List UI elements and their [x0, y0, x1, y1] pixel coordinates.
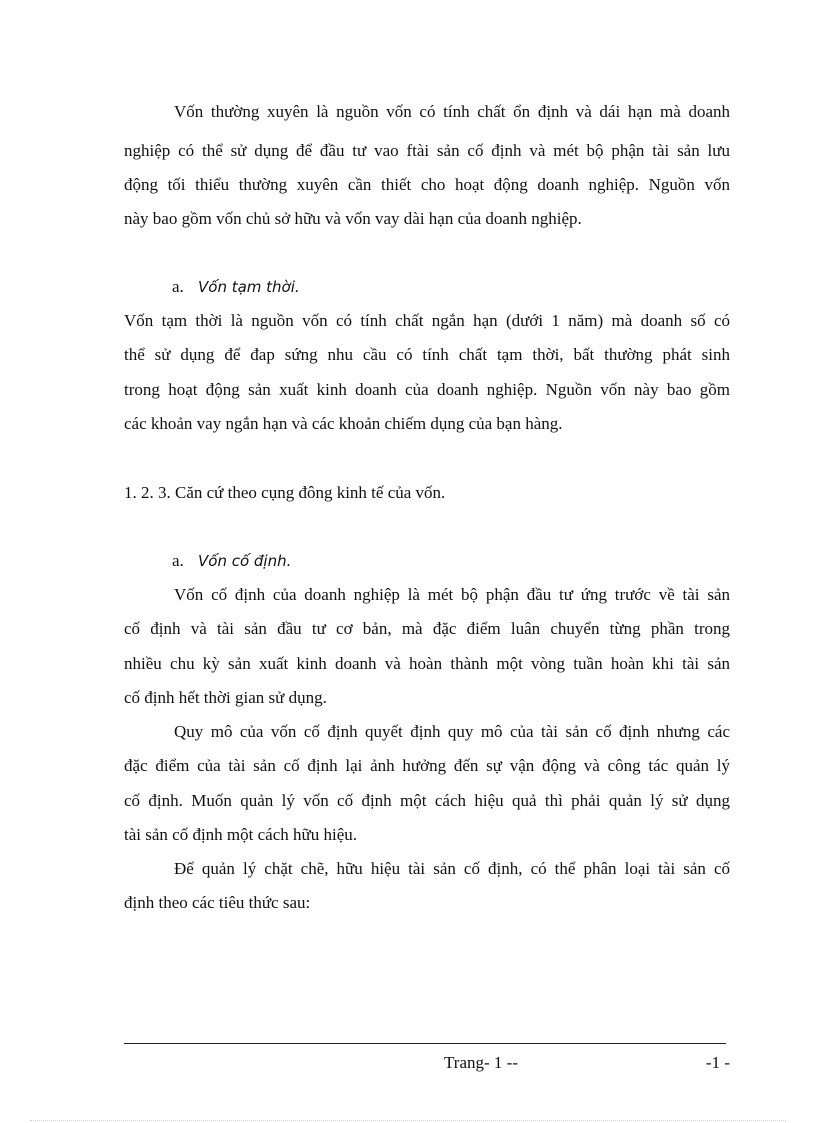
- paragraph-line: cố định. Muốn quản lý vốn cố định một cách hiệu quả thì phải quản lý sử dụng: [124, 791, 730, 810]
- subheading-title: Vốn tạm thời.: [198, 278, 300, 296]
- paragraph-line: định theo các tiêu thức sau:: [124, 893, 311, 912]
- paragraph-line: Để quản lý chặt chẽ, hữu hiệu tài sản cố định, có thể phân loại tài sản cố: [174, 859, 730, 878]
- paragraph-line: nghiệp có thể sử dụng để đầu tư vao ftài sản cố định và mét bộ phận tài sản lưu: [124, 141, 730, 160]
- list-marker: a.: [172, 551, 184, 570]
- list-marker: a.: [172, 277, 184, 296]
- subheading-title: Vốn cố định.: [198, 552, 292, 570]
- paragraph-line: đặc điểm của tài sản cố định lại ảnh hưởng đến sự vận động và công tác quản lý: [124, 756, 730, 775]
- subheading-fixed-capital: [172, 551, 291, 571]
- paragraph-line: cố định hết thời gian sử dụng.: [124, 688, 327, 707]
- paragraph-line: cố định và tài sản đầu tư cơ bản, mà đặc điểm luân chuyển từng phần trong: [124, 619, 730, 638]
- subheading-temporary-capital: [172, 277, 300, 297]
- paragraph-line: Quy mô của vốn cố định quyết định quy mô của tài sản cố định nhưng các: [174, 722, 730, 741]
- footer-page-label: Trang- 1 --: [444, 1053, 518, 1072]
- page-boundary: [30, 1120, 786, 1121]
- paragraph-line: thể sử dụng để đap sứng nhu cầu có tính chất tạm thời, bất thường phát sinh: [124, 345, 730, 364]
- paragraph-line: Vốn tạm thời là nguồn vốn có tính chất ngắn hạn (dưới 1 năm) mà doanh số có: [124, 311, 730, 330]
- section-heading: 1. 2. 3. Căn cứ theo cụng đông kinh tế của vốn.: [124, 483, 446, 502]
- paragraph-line: động tối thiểu thường xuyên cần thiết cho hoạt động doanh nghiệp. Nguồn vốn: [124, 175, 730, 194]
- footer-page-number: -1 -: [705, 1053, 730, 1072]
- paragraph-line: các khoản vay ngắn hạn và các khoản chiếm dụng của bạn hàng.: [124, 414, 563, 433]
- footer-rule: [124, 1043, 726, 1044]
- paragraph-line: Vốn cố định của doanh nghiệp là mét bộ phận đầu tư ứng trước về tài sản: [174, 585, 730, 604]
- paragraph-line: tài sản cố định một cách hữu hiệu.: [124, 825, 357, 844]
- paragraph-line: Vốn thường xuyên là nguồn vốn có tính chất ổn định và dái hạn mà doanh: [174, 102, 730, 121]
- paragraph-line: trong hoạt động sản xuất kinh doanh của doanh nghiệp. Nguồn vốn này bao gồm: [124, 380, 730, 399]
- paragraph-line: nhiều chu kỳ sản xuất kinh doanh và hoàn thành một vòng tuần hoàn khi tài sản: [124, 654, 730, 673]
- paragraph-line: này bao gồm vốn chủ sở hữu và vốn vay dài hạn của doanh nghiệp.: [124, 209, 582, 228]
